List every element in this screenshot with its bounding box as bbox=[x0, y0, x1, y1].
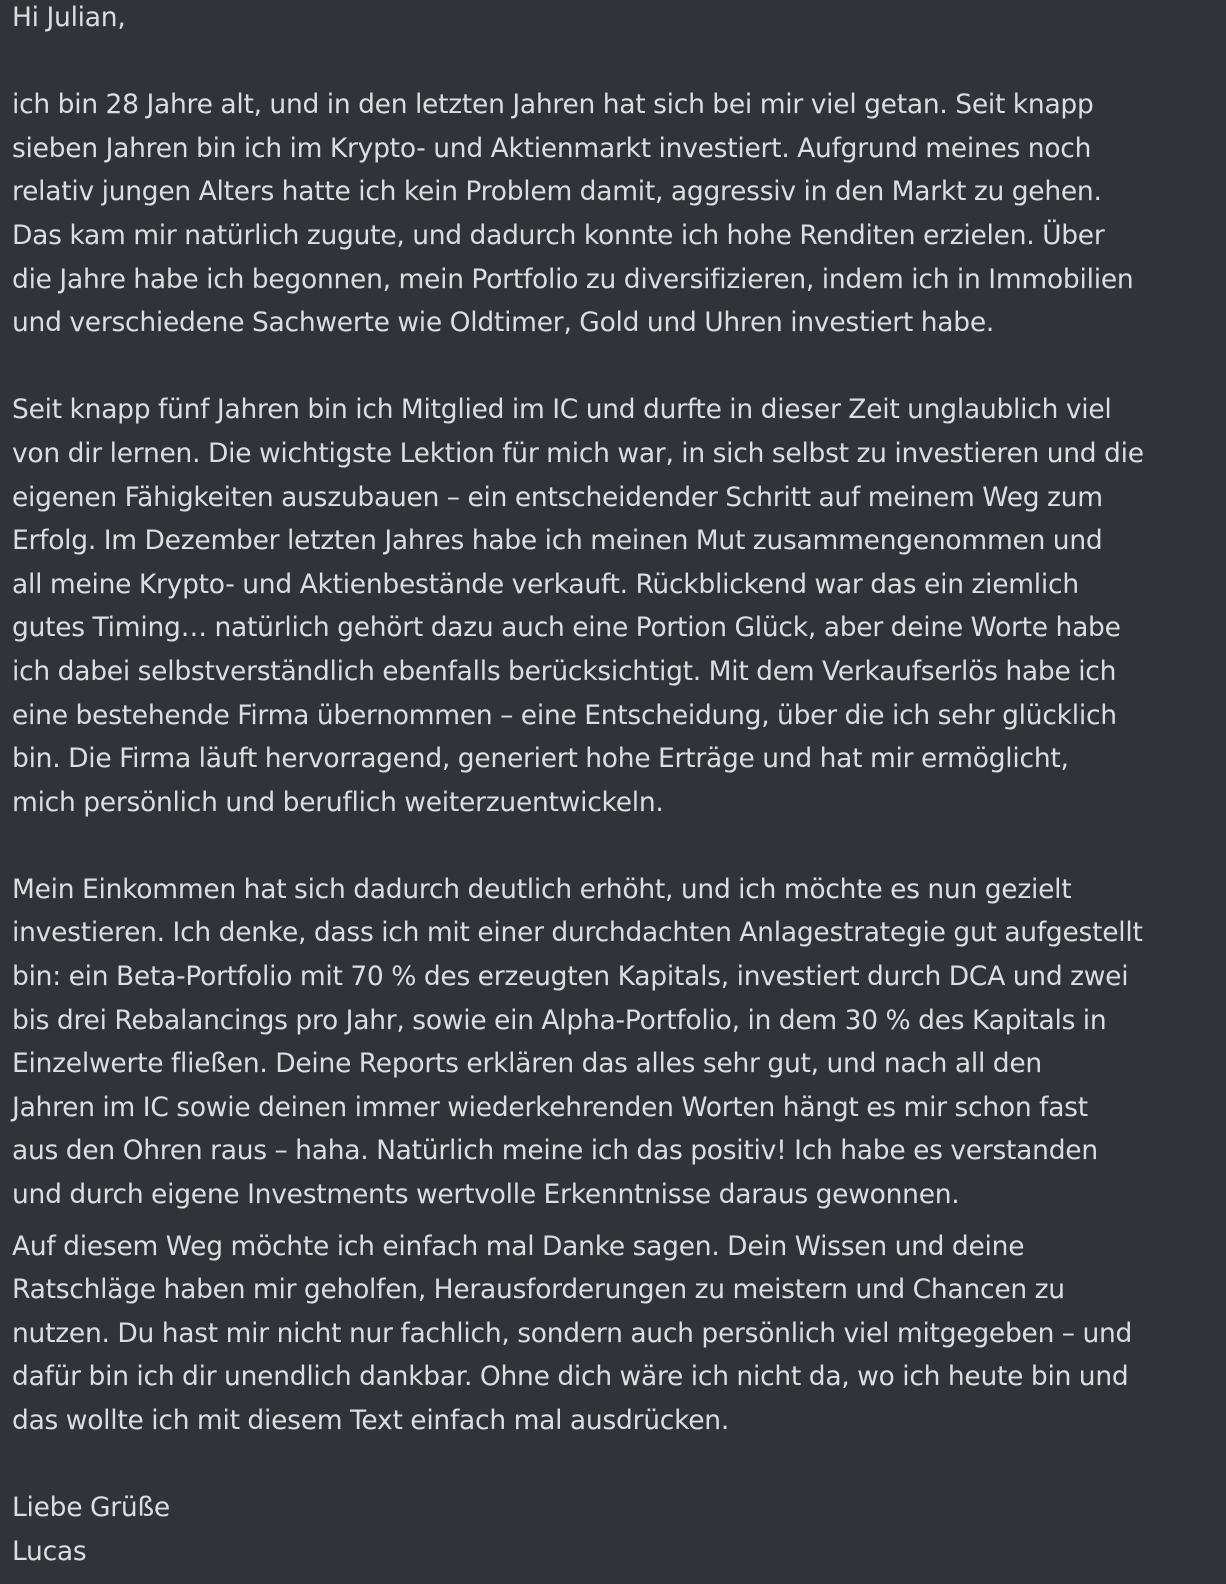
text-line: und durch eigene Investments wertvolle Erkenntnisse daraus gewonnen. bbox=[12, 1179, 960, 1211]
paragraph-spacer bbox=[12, 40, 1212, 84]
text-line: Auf diesem Weg möchte ich einfach mal Danke sagen. Dein Wissen und deine bbox=[12, 1230, 1025, 1262]
text-line: Ratschläge haben mir geholfen, Herausforderungen zu meistern und Chancen zu bbox=[12, 1274, 1065, 1306]
text-line: Erfolg. Im Dezember letzten Jahres habe ich meinen Mut zusammengenommen und bbox=[12, 525, 1103, 557]
text-line: nutzen. Du hast mir nicht nur fachlich, sondern auch persönlich viel mitgegeben – und bbox=[12, 1317, 1133, 1349]
paragraph-spacer bbox=[12, 1217, 1212, 1225]
text-line: Jahren im IC sowie deinen immer wiederkehrenden Worten hängt es mir schon fast bbox=[12, 1091, 1088, 1123]
text-line: mich persönlich und beruflich weiterzuentwickeln. bbox=[12, 786, 664, 818]
text-line: bin: ein Beta-Portfolio mit 70 % des erzeugten Kapitals, investiert durch DCA und zwei bbox=[12, 961, 1129, 993]
greeting: Hi Julian, bbox=[12, 2, 126, 33]
text-line: von dir lernen. Die wichtigste Lektion für mich war, in sich selbst zu investieren und die bbox=[12, 437, 1144, 469]
paragraph-3 bbox=[12, 868, 1212, 1217]
text-line: ich dabei selbstverständlich ebenfalls berücksichtigt. Mit dem Verkaufserlös habe ich bbox=[12, 655, 1117, 687]
paragraph-spacer bbox=[12, 824, 1212, 868]
text-line: bis drei Rebalancings pro Jahr, sowie ein Alpha-Portfolio, in dem 30 % des Kapitals in bbox=[12, 1004, 1107, 1036]
text-line: und verschiedene Sachwerte wie Oldtimer, Gold und Uhren investiert habe. bbox=[12, 307, 995, 339]
text-line: all meine Krypto- und Aktienbestände verkauft. Rückblickend war das ein ziemlich bbox=[12, 568, 1079, 600]
paragraph-2 bbox=[12, 388, 1212, 824]
paragraph-spacer bbox=[12, 1443, 1212, 1487]
message-body bbox=[12, 0, 1212, 1573]
paragraph-4 bbox=[12, 1225, 1212, 1443]
text-line: Mein Einkommen hat sich dadurch deutlich erhöht, und ich möchte es nun gezielt bbox=[12, 873, 1072, 905]
text-line: ich bin 28 Jahre alt, und in den letzten Jahren hat sich bei mir viel getan. Seit knapp bbox=[12, 89, 1094, 121]
text-line: das wollte ich mit diesem Text einfach mal ausdrücken. bbox=[12, 1405, 730, 1436]
text-line: gutes Timing… natürlich gehört dazu auch eine Portion Glück, aber deine Worte habe bbox=[12, 612, 1121, 644]
text-line: Seit knapp fünf Jahren bin ich Mitglied im IC und durfte in dieser Zeit unglaublich viel bbox=[12, 394, 1112, 426]
paragraph-1 bbox=[12, 83, 1212, 345]
text-line: sieben Jahren bin ich im Krypto- und Aktienmarkt investiert. Aufgrund meines noch bbox=[12, 132, 1092, 164]
closing: Liebe Grüße bbox=[12, 1492, 170, 1524]
paragraph-spacer bbox=[12, 345, 1212, 389]
text-line: investieren. Ich denke, dass ich mit einer durchdachten Anlagestrategie gut aufgestellt bbox=[12, 917, 1143, 949]
signature: Lucas bbox=[12, 1535, 87, 1567]
text-line: bin. Die Firma läuft hervorragend, generiert hohe Erträge und hat mir ermöglicht, bbox=[12, 743, 1069, 775]
text-line: Einzelwerte fließen. Deine Reports erklären das alles sehr gut, und nach all den bbox=[12, 1048, 1042, 1080]
text-line: relativ jungen Alters hatte ich kein Problem damit, aggressiv in den Markt zu gehen. bbox=[12, 176, 1102, 208]
text-line: aus den Ohren raus – haha. Natürlich meine ich das positiv! Ich habe es verstanden bbox=[12, 1135, 1098, 1167]
text-line: eigenen Fähigkeiten auszubauen – ein entscheidender Schritt auf meinem Weg zum bbox=[12, 481, 1103, 513]
text-line: dafür bin ich dir unendlich dankbar. Ohne dich wäre ich nicht da, wo ich heute bin und bbox=[12, 1361, 1129, 1393]
text-line: eine bestehende Firma übernommen – eine Entscheidung, über die ich sehr glücklich bbox=[12, 699, 1117, 731]
text-line: Das kam mir natürlich zugute, und dadurch konnte ich hohe Renditen erzielen. Über bbox=[12, 219, 1105, 251]
text-line: die Jahre habe ich begonnen, mein Portfolio zu diversifizieren, indem ich in Immobilien bbox=[12, 263, 1134, 295]
